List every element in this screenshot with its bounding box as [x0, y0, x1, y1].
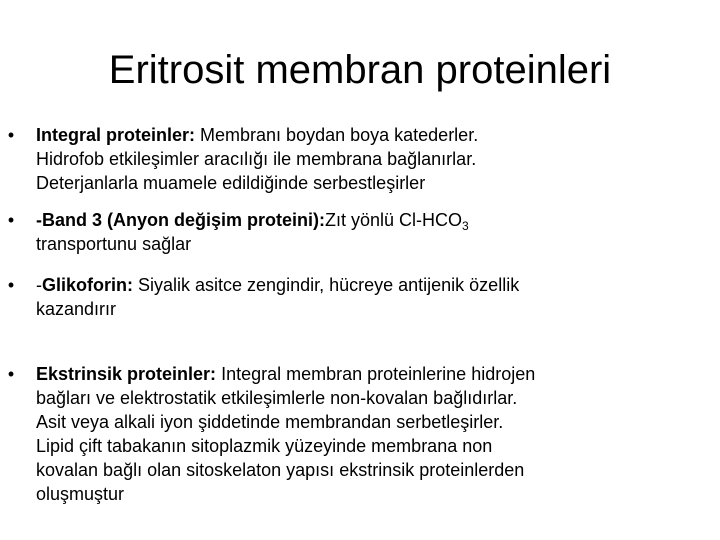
bullet-dot: •	[7, 210, 15, 230]
bullet-line-text: Zıt yönlü Cl-HCO	[325, 210, 463, 230]
bullet-line	[36, 123, 478, 147]
bullet-line: bağları ve elektrostatik etkileşimlerle non-kovalan bağlıdırlar.	[36, 388, 518, 408]
bullet-line: transportunu sağlar	[36, 234, 192, 254]
bullet-label: -Band 3 (Anyon değişim proteini):	[36, 210, 326, 230]
bullet-line: Lipid çift tabakanın sitoplazmik yüzeyinde membrana non	[36, 436, 493, 456]
bullet-text	[36, 123, 478, 195]
bullet-line-text: Integral membran proteinlerine hidrojen	[216, 364, 536, 384]
bullet-line: kazandırır	[36, 299, 117, 319]
bullet-label: Ekstrinsik proteinler:	[36, 364, 217, 384]
bullet-label: Integral proteinler:	[36, 125, 196, 145]
bullet-line: Hidrofob etkileşimler aracılığı ile membrana bağlanırlar.	[36, 149, 477, 169]
bullet-dot: •	[7, 364, 15, 384]
bullet-dot: •	[7, 125, 15, 145]
bullet-text	[36, 362, 535, 506]
bullet-text	[36, 208, 469, 256]
bullet-line: Asit veya alkali iyon şiddetinde membrandan serbetleşirler.	[36, 412, 504, 432]
bullet-prefix: -	[36, 275, 42, 295]
slide-title: Eritrosit membran proteinleri	[108, 48, 612, 92]
bullet-line: oluşmuştur	[36, 484, 125, 504]
bullet-line	[36, 208, 469, 232]
bullet-line	[36, 362, 535, 386]
bullet-dot: •	[7, 275, 15, 295]
bullet-label: Glikoforin:	[42, 275, 133, 295]
bullet-text	[36, 273, 519, 321]
bullet-line	[36, 273, 519, 297]
bullet-line: Deterjanlarla muamele edildiğinde serbestleşirler	[36, 173, 426, 193]
bullet-line-text: Membranı boydan boya katederler.	[195, 125, 479, 145]
subscript: 3	[462, 219, 469, 233]
bullet-line-text: Siyalik asitce zengindir, hücreye antijenik özellik	[133, 275, 520, 295]
bullet-line: kovalan bağlı olan sitoskelaton yapısı ekstrinsik proteinlerden	[36, 460, 525, 480]
